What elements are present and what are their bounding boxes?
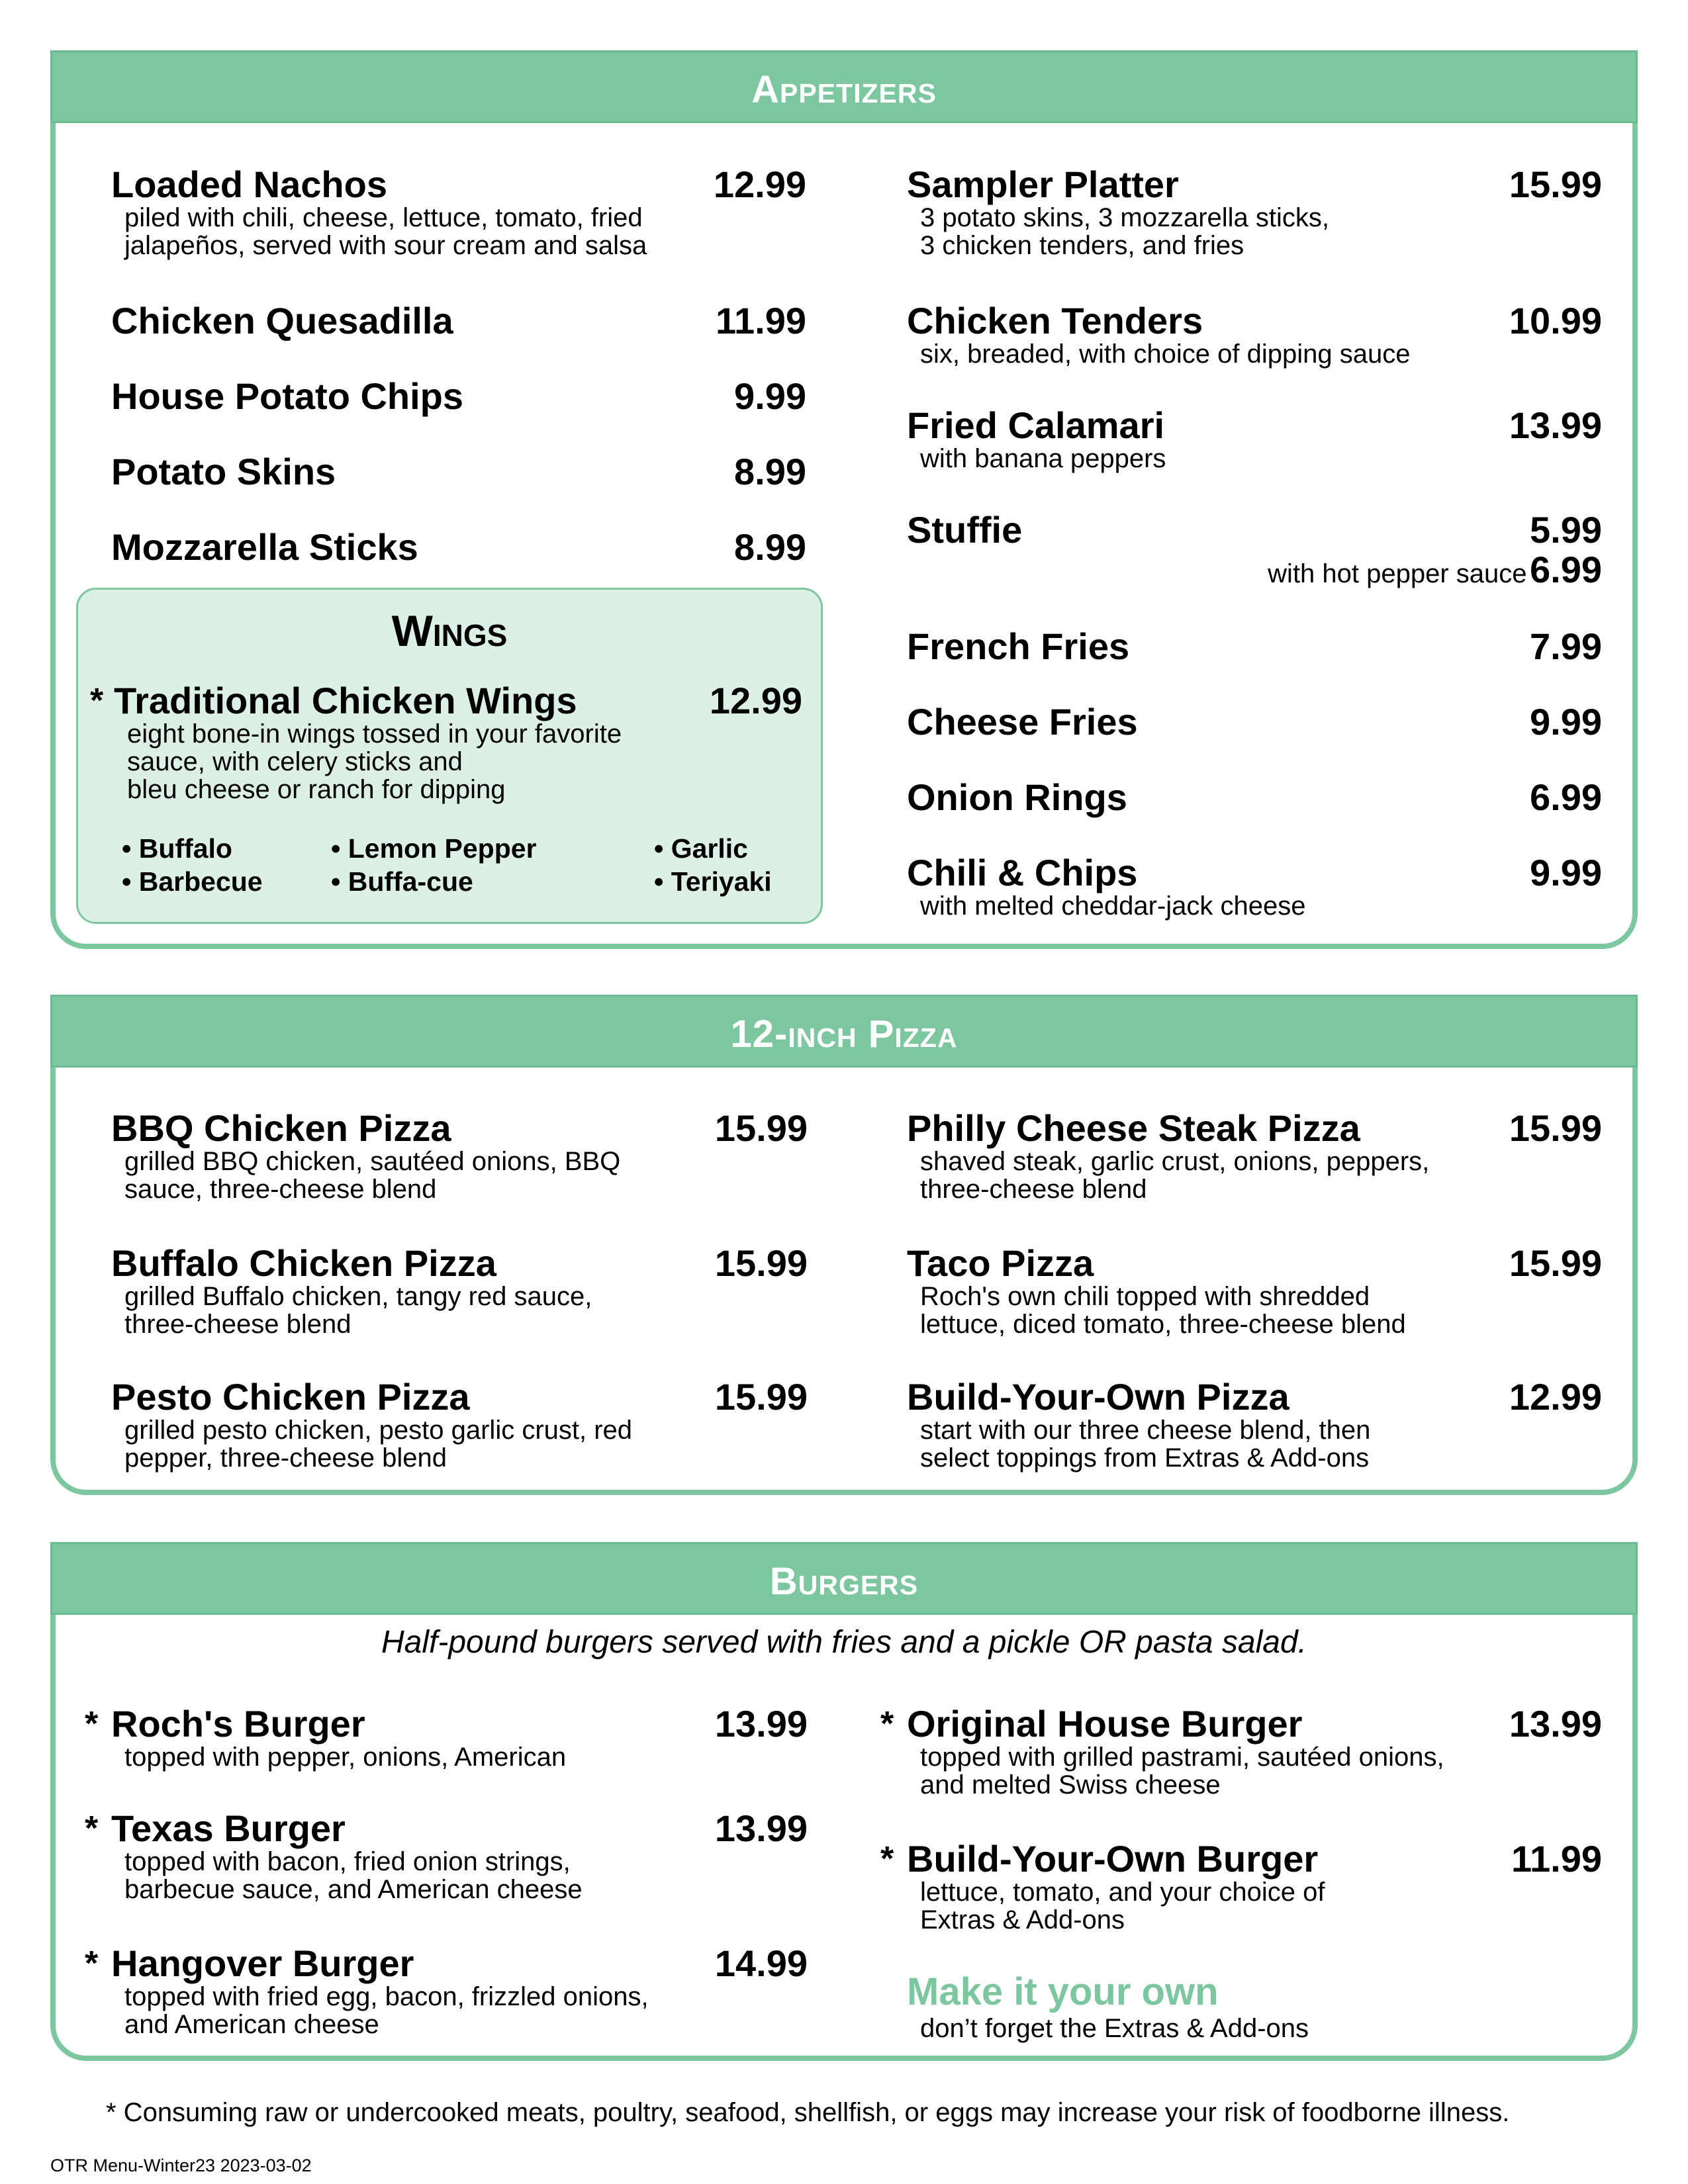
item-name: Chili & Chips — [907, 852, 1138, 893]
item-desc: sauce, with celery sticks and — [127, 747, 463, 776]
item-name: Traditional Chicken Wings — [114, 680, 577, 721]
item-name: BBQ Chicken Pizza — [111, 1107, 451, 1149]
item-desc: and American cheese — [124, 2010, 379, 2039]
appetizers-header — [50, 50, 1638, 123]
item-desc: grilled BBQ chicken, sautéed onions, BBQ — [124, 1147, 621, 1176]
item-desc: Extras & Add-ons — [920, 1905, 1125, 1934]
item-name: Original House Burger — [907, 1703, 1303, 1745]
item-price: 6.99 — [1530, 776, 1602, 818]
item-desc: grilled pesto chicken, pesto garlic crust, red — [124, 1416, 633, 1445]
item-desc: piled with chili, cheese, lettuce, tomato, fried — [124, 203, 643, 232]
item-name: French Fries — [907, 625, 1130, 667]
item-price: 9.99 — [1530, 852, 1602, 893]
make-it-your-own-title: Make it your own — [907, 1970, 1219, 2013]
raw-warning-asterisk: * — [880, 1705, 894, 1743]
sauce-option: • Garlic — [654, 833, 748, 864]
item-name: Chicken Quesadilla — [111, 300, 453, 341]
item-price: 8.99 — [734, 451, 806, 492]
item-desc: sauce, three-cheese blend — [124, 1175, 437, 1204]
menu-item-cheese-fries — [907, 702, 1602, 743]
item-desc: with melted cheddar-jack cheese — [920, 891, 1306, 921]
item-name: Roch's Burger — [111, 1703, 365, 1745]
item-name: Chicken Tenders — [907, 300, 1203, 341]
item-desc: barbecue sauce, and American cheese — [124, 1875, 583, 1904]
item-price: 13.99 — [1509, 404, 1602, 446]
menu-item-mozzarella-sticks — [111, 527, 806, 568]
sauce-option: • Buffa-cue — [331, 866, 473, 897]
item-price: 8.99 — [734, 526, 806, 568]
item-desc: lettuce, diced tomato, three-cheese blend — [920, 1310, 1406, 1339]
menu-item-hangover-burger — [85, 1942, 808, 2040]
item-desc: bleu cheese or ranch for dipping — [127, 775, 506, 804]
item-price: 15.99 — [714, 1376, 808, 1418]
raw-warning-asterisk: * — [90, 682, 104, 720]
item-price: 14.99 — [714, 1942, 808, 1984]
item-name: House Potato Chips — [111, 375, 464, 417]
food-safety-footnote: * Consuming raw or undercooked meats, poultry, seafood, shellfish, or eggs may increase your risk of foodborne illness. — [106, 2098, 1510, 2127]
menu-item-buffalo-chicken-pizza — [111, 1243, 808, 1340]
item-desc: lettuce, tomato, and your choice of — [920, 1878, 1325, 1907]
raw-warning-asterisk: * — [85, 1809, 99, 1848]
pizza-header — [50, 995, 1638, 1068]
menu-version-id: OTR Menu-Winter23 2023-03-02 — [50, 2156, 312, 2175]
item-price: 10.99 — [1509, 300, 1602, 341]
menu-item-house-potato-chips — [111, 376, 806, 417]
item-desc: three-cheese blend — [920, 1175, 1147, 1204]
appetizers-title: Appetizers — [751, 68, 937, 111]
menu-item-chili-chips — [907, 852, 1602, 921]
menu-item-bbq-chicken-pizza — [111, 1108, 808, 1205]
make-it-your-own — [907, 1971, 1569, 2044]
item-option-price: 6.99 — [1530, 549, 1602, 590]
menu-item-chicken-quesadilla — [111, 300, 806, 341]
menu-item-stuffie — [907, 510, 1602, 591]
menu-item-rochs-burger — [85, 1703, 808, 1772]
menu-item-fried-calamari — [907, 405, 1602, 474]
burgers-note: Half-pound burgers served with fries and a pickle OR pasta salad. — [381, 1625, 1307, 1660]
item-option — [907, 548, 1602, 591]
raw-warning-asterisk: * — [880, 1840, 894, 1878]
item-price: 5.99 — [1530, 509, 1602, 551]
make-it-your-own-desc: don’t forget the Extras & Add-ons — [920, 2014, 1309, 2043]
pizza-title: 12-inch Pizza — [730, 1013, 958, 1056]
item-price: 13.99 — [714, 1703, 808, 1745]
menu-item-sampler-platter — [907, 164, 1602, 261]
item-name: Pesto Chicken Pizza — [111, 1376, 470, 1418]
item-name: Stuffie — [907, 509, 1023, 551]
item-price: 11.99 — [715, 300, 806, 341]
menu-item-french-fries — [907, 626, 1602, 667]
item-option-label: with hot pepper sauce — [1268, 559, 1527, 588]
item-name: Onion Rings — [907, 776, 1127, 818]
item-name: Loaded Nachos — [111, 163, 387, 205]
item-price: 15.99 — [714, 1107, 808, 1149]
item-price: 12.99 — [1509, 1376, 1602, 1418]
menu-item-philly-cheese-steak-pizza — [907, 1108, 1602, 1205]
item-name: Hangover Burger — [111, 1942, 414, 1984]
item-price: 11.99 — [1511, 1838, 1602, 1880]
item-name: Philly Cheese Steak Pizza — [907, 1107, 1360, 1149]
menu-item-pesto-chicken-pizza — [111, 1377, 808, 1473]
wings-title: Wings — [391, 606, 508, 655]
item-desc: topped with bacon, fried onion strings, — [124, 1847, 571, 1876]
item-price: 15.99 — [1509, 1107, 1602, 1149]
menu-item-build-your-own-burger — [880, 1838, 1602, 1935]
item-desc: pepper, three-cheese blend — [124, 1443, 447, 1473]
item-desc: Roch's own chili topped with shredded — [920, 1282, 1370, 1311]
menu-item-loaded-nachos — [111, 164, 806, 261]
item-name: Cheese Fries — [907, 701, 1138, 743]
item-name: Fried Calamari — [907, 404, 1165, 446]
menu-item-potato-skins — [111, 451, 806, 492]
item-name: Potato Skins — [111, 451, 336, 492]
item-name: Buffalo Chicken Pizza — [111, 1242, 496, 1284]
sauce-option: • Teriyaki — [654, 866, 772, 897]
burgers-title: Burgers — [769, 1560, 919, 1603]
item-desc: grilled Buffalo chicken, tangy red sauce, — [124, 1282, 592, 1311]
menu-item-original-house-burger — [880, 1703, 1602, 1800]
item-price: 12.99 — [709, 680, 802, 721]
item-desc: eight bone-in wings tossed in your favorite — [127, 719, 622, 749]
item-name: Taco Pizza — [907, 1242, 1094, 1284]
item-desc: six, breaded, with choice of dipping sauce — [920, 340, 1411, 369]
item-desc: jalapeños, served with sour cream and salsa — [124, 231, 647, 260]
item-desc: topped with fried egg, bacon, frizzled onions, — [124, 1982, 649, 2011]
raw-warning-asterisk: * — [85, 1944, 99, 1983]
item-name: Sampler Platter — [907, 163, 1179, 205]
menu-item-chicken-tenders — [907, 300, 1602, 369]
item-desc: start with our three cheese blend, then — [920, 1416, 1371, 1445]
burgers-header — [50, 1542, 1638, 1615]
item-price: 15.99 — [714, 1242, 808, 1284]
item-price: 9.99 — [734, 375, 806, 417]
item-price: 7.99 — [1530, 625, 1602, 667]
item-desc: topped with grilled pastrami, sautéed onions, — [920, 1743, 1444, 1772]
item-name: Build-Your-Own Burger — [907, 1838, 1319, 1880]
item-price: 15.99 — [1509, 1242, 1602, 1284]
menu-item-traditional-chicken-wings — [90, 680, 802, 805]
item-desc: topped with pepper, onions, American — [124, 1743, 567, 1772]
sauce-option: • Barbecue — [122, 866, 263, 897]
item-desc: shaved steak, garlic crust, onions, peppers, — [920, 1147, 1430, 1176]
item-desc: 3 potato skins, 3 mozzarella sticks, — [920, 203, 1330, 232]
item-price: 12.99 — [713, 163, 806, 205]
raw-warning-asterisk: * — [85, 1705, 99, 1743]
menu-item-texas-burger — [85, 1807, 808, 1905]
item-desc: with banana peppers — [920, 444, 1166, 473]
sauce-option: • Lemon Pepper — [331, 833, 537, 864]
item-desc: select toppings from Extras & Add-ons — [920, 1443, 1370, 1473]
item-price: 13.99 — [1509, 1703, 1602, 1745]
menu-item-onion-rings — [907, 777, 1602, 818]
item-price: 13.99 — [714, 1807, 808, 1849]
item-name: Mozzarella Sticks — [111, 526, 418, 568]
item-name: Texas Burger — [111, 1807, 346, 1849]
item-desc: and melted Swiss cheese — [920, 1770, 1221, 1799]
item-price: 9.99 — [1530, 701, 1602, 743]
item-desc: 3 chicken tenders, and fries — [920, 231, 1244, 260]
menu-item-build-your-own-pizza — [907, 1377, 1602, 1473]
menu-item-taco-pizza — [907, 1243, 1602, 1340]
item-desc: three-cheese blend — [124, 1310, 352, 1339]
sauce-option: • Buffalo — [122, 833, 232, 864]
item-name: Build-Your-Own Pizza — [907, 1376, 1289, 1418]
item-price: 15.99 — [1509, 163, 1602, 205]
